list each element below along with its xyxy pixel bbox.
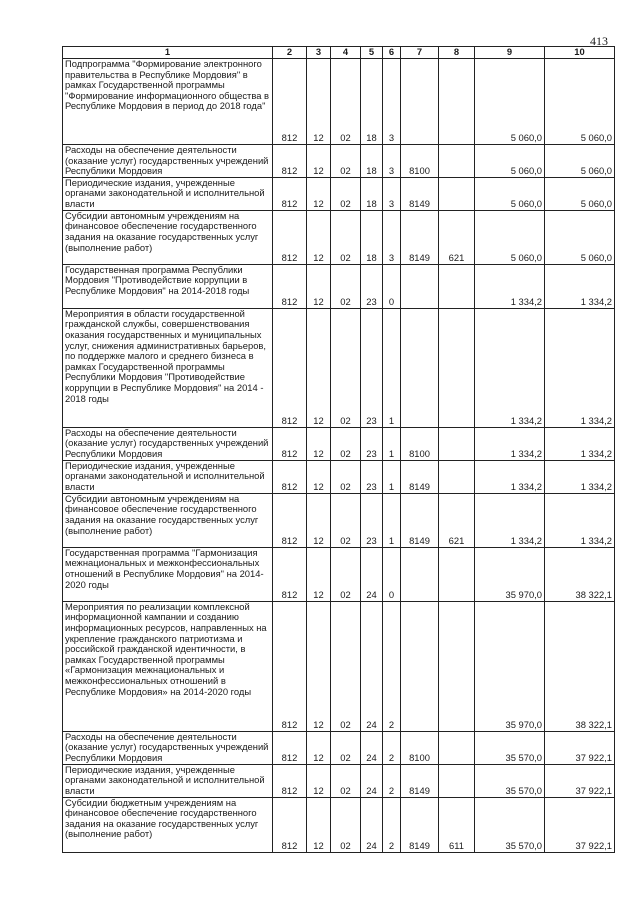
code-cell: 23: [361, 264, 383, 308]
code-cell: 12: [307, 797, 331, 852]
column-header: 8: [439, 47, 475, 59]
code-cell: 812: [273, 210, 307, 264]
code-cell: 0: [383, 264, 401, 308]
code-cell: 812: [273, 601, 307, 731]
column-header: 10: [545, 47, 615, 59]
code-cell: 2: [383, 764, 401, 797]
amount-2024-cell: 38 322,1: [545, 547, 615, 601]
code-cell: 02: [331, 427, 361, 460]
code-cell: 1: [383, 460, 401, 493]
code-cell: 02: [331, 493, 361, 547]
code-cell: 3: [383, 145, 401, 178]
code-cell: 12: [307, 59, 331, 145]
code-cell: 621: [439, 210, 475, 264]
code-cell: 02: [331, 145, 361, 178]
code-cell: 8149: [401, 210, 439, 264]
code-cell: 02: [331, 308, 361, 427]
code-cell: 24: [361, 601, 383, 731]
row-name-cell: Субсидии автономным учреждениям на финансовое обеспечение государственного задания на оказание государственных услуг (выполнение работ): [63, 210, 273, 264]
amount-2023-cell: 35 970,0: [475, 601, 545, 731]
amount-2023-cell: 1 334,2: [475, 427, 545, 460]
amount-2023-cell: 35 570,0: [475, 731, 545, 764]
table-row: [63, 427, 615, 460]
code-cell: 812: [273, 264, 307, 308]
code-cell: 3: [383, 210, 401, 264]
code-cell: 12: [307, 177, 331, 210]
code-cell: [401, 547, 439, 601]
code-cell: [439, 731, 475, 764]
code-cell: 12: [307, 731, 331, 764]
code-cell: [401, 308, 439, 427]
code-cell: 23: [361, 460, 383, 493]
code-cell: 812: [273, 764, 307, 797]
code-cell: [439, 145, 475, 178]
row-name-cell: Расходы на обеспечение деятельности (оказание услуг) государственных учреждений Республики Мордовия: [63, 731, 273, 764]
amount-2024-cell: 37 922,1: [545, 731, 615, 764]
code-cell: 812: [273, 145, 307, 178]
row-name-cell: Субсидии автономным учреждениям на финансовое обеспечение государственного задания на оказание государственных услуг (выполнение работ): [63, 493, 273, 547]
code-cell: 24: [361, 731, 383, 764]
amount-2024-cell: 5 060,0: [545, 145, 615, 178]
amount-2023-cell: 5 060,0: [475, 59, 545, 145]
code-cell: 18: [361, 145, 383, 178]
code-cell: 12: [307, 764, 331, 797]
code-cell: 02: [331, 460, 361, 493]
amount-2023-cell: 35 970,0: [475, 547, 545, 601]
row-name-cell: Мероприятия по реализации комплексной информационной кампании и созданию информационных ресурсов, направленных на укрепление гражданского патриотизма и российской гражданской идентичности, в рамках Государственной программы «Гармонизация межнациональных и межконфессиональных отношений в Республике Мордовия» на 2014-2020 годы: [63, 601, 273, 731]
code-cell: 812: [273, 177, 307, 210]
code-cell: 02: [331, 210, 361, 264]
row-name-cell: Государственная программа Республики Мордовия "Противодействие коррупции в Республике Мордовия" на 2014-2018 годы: [63, 264, 273, 308]
code-cell: [439, 264, 475, 308]
table-row: [63, 547, 615, 601]
amount-2023-cell: 1 334,2: [475, 460, 545, 493]
code-cell: 1: [383, 308, 401, 427]
code-cell: 02: [331, 797, 361, 852]
amount-2024-cell: 37 922,1: [545, 797, 615, 852]
amount-2024-cell: 1 334,2: [545, 460, 615, 493]
table-row: [63, 177, 615, 210]
code-cell: 12: [307, 145, 331, 178]
row-name-cell: Расходы на обеспечение деятельности (оказание услуг) государственных учреждений Республики Мордовия: [63, 427, 273, 460]
amount-2024-cell: 5 060,0: [545, 59, 615, 145]
code-cell: 611: [439, 797, 475, 852]
amount-2024-cell: 1 334,2: [545, 493, 615, 547]
row-name-cell: Периодические издания, учрежденные органами законодательной и исполнительной власти: [63, 177, 273, 210]
code-cell: 0: [383, 547, 401, 601]
row-name-cell: Субсидии бюджетным учреждениям на финансовое обеспечение государственного задания на оказание государственных услуг (выполнение работ): [63, 797, 273, 852]
code-cell: 812: [273, 547, 307, 601]
table-row: [63, 601, 615, 731]
code-cell: 8100: [401, 731, 439, 764]
code-cell: [401, 59, 439, 145]
table-row: [63, 210, 615, 264]
amount-2024-cell: 1 334,2: [545, 308, 615, 427]
code-cell: 23: [361, 493, 383, 547]
code-cell: 2: [383, 731, 401, 764]
column-header: 2: [273, 47, 307, 59]
row-name-cell: Государственная программа "Гармонизация межнациональных и межконфессиональных отношений в Республике Мордовия" на 2014-2020 годы: [63, 547, 273, 601]
code-cell: 12: [307, 601, 331, 731]
code-cell: 12: [307, 308, 331, 427]
table-row: [63, 59, 615, 145]
page-number: 413: [590, 34, 608, 48]
code-cell: [401, 264, 439, 308]
code-cell: 3: [383, 59, 401, 145]
code-cell: 12: [307, 460, 331, 493]
code-cell: [439, 59, 475, 145]
code-cell: 812: [273, 460, 307, 493]
code-cell: [439, 460, 475, 493]
code-cell: 8149: [401, 460, 439, 493]
code-cell: 02: [331, 764, 361, 797]
code-cell: 8149: [401, 797, 439, 852]
table-row: [63, 460, 615, 493]
row-name-cell: Периодические издания, учрежденные органами законодательной и исполнительной власти: [63, 460, 273, 493]
code-cell: 812: [273, 308, 307, 427]
table-row: [63, 797, 615, 852]
code-cell: 18: [361, 59, 383, 145]
amount-2024-cell: 1 334,2: [545, 264, 615, 308]
amount-2024-cell: 5 060,0: [545, 177, 615, 210]
code-cell: 2: [383, 601, 401, 731]
code-cell: [439, 601, 475, 731]
code-cell: 18: [361, 177, 383, 210]
code-cell: 812: [273, 493, 307, 547]
amount-2024-cell: 1 334,2: [545, 427, 615, 460]
table-body: [63, 59, 615, 853]
code-cell: 02: [331, 177, 361, 210]
amount-2023-cell: 1 334,2: [475, 308, 545, 427]
code-cell: 12: [307, 427, 331, 460]
row-name-cell: Периодические издания, учрежденные органами законодательной и исполнительной власти: [63, 764, 273, 797]
amount-2024-cell: 38 322,1: [545, 601, 615, 731]
table-row: [63, 145, 615, 178]
code-cell: 23: [361, 308, 383, 427]
code-cell: [439, 764, 475, 797]
code-cell: 12: [307, 264, 331, 308]
table-row: [63, 493, 615, 547]
code-cell: 8100: [401, 427, 439, 460]
code-cell: 23: [361, 427, 383, 460]
code-cell: [439, 547, 475, 601]
code-cell: 8100: [401, 145, 439, 178]
budget-table: [62, 46, 615, 853]
column-header: 1: [63, 47, 273, 59]
amount-2023-cell: 35 570,0: [475, 797, 545, 852]
column-header: 3: [307, 47, 331, 59]
amount-2023-cell: 5 060,0: [475, 177, 545, 210]
amount-2023-cell: 1 334,2: [475, 493, 545, 547]
column-header: 5: [361, 47, 383, 59]
code-cell: 12: [307, 547, 331, 601]
table-row: [63, 731, 615, 764]
code-cell: 8149: [401, 177, 439, 210]
amount-2023-cell: 1 334,2: [475, 264, 545, 308]
code-cell: 24: [361, 547, 383, 601]
code-cell: 812: [273, 427, 307, 460]
code-cell: 3: [383, 177, 401, 210]
table-row: [63, 308, 615, 427]
amount-2024-cell: 5 060,0: [545, 210, 615, 264]
code-cell: 24: [361, 797, 383, 852]
code-cell: 812: [273, 59, 307, 145]
code-cell: 1: [383, 427, 401, 460]
code-cell: 621: [439, 493, 475, 547]
code-cell: 02: [331, 547, 361, 601]
amount-2023-cell: 5 060,0: [475, 145, 545, 178]
code-cell: [439, 427, 475, 460]
row-name-cell: Расходы на обеспечение деятельности (оказание услуг) государственных учреждений Республики Мордовия: [63, 145, 273, 178]
column-header: 7: [401, 47, 439, 59]
code-cell: [439, 308, 475, 427]
code-cell: 1: [383, 493, 401, 547]
row-name-cell: Подпрограмма "Формирование электронного правительства в Республике Мордовия" в рамках Государственной программы "Формирование информационного общества в Республике Мордовия в период до 2018 года": [63, 59, 273, 145]
table-header-row: [63, 47, 615, 59]
column-header: 9: [475, 47, 545, 59]
code-cell: 12: [307, 210, 331, 264]
code-cell: 12: [307, 493, 331, 547]
code-cell: 02: [331, 731, 361, 764]
code-cell: 02: [331, 59, 361, 145]
column-header: 6: [383, 47, 401, 59]
code-cell: [439, 177, 475, 210]
amount-2024-cell: 37 922,1: [545, 764, 615, 797]
code-cell: 8149: [401, 764, 439, 797]
row-name-cell: Мероприятия в области государственной гражданской службы, совершенствования оказания государственных и муниципальных услуг, снижения административных барьеров, по поддержке малого и среднего бизнеса в рамках Государственной программы Республики Мордовия "Противодействие коррупции в Республике Мордовия" на 2014 - 2018 годы: [63, 308, 273, 427]
code-cell: 02: [331, 264, 361, 308]
table-row: [63, 764, 615, 797]
amount-2023-cell: 5 060,0: [475, 210, 545, 264]
code-cell: 812: [273, 731, 307, 764]
code-cell: 02: [331, 601, 361, 731]
code-cell: 2: [383, 797, 401, 852]
code-cell: 24: [361, 764, 383, 797]
column-header: 4: [331, 47, 361, 59]
amount-2023-cell: 35 570,0: [475, 764, 545, 797]
code-cell: 812: [273, 797, 307, 852]
code-cell: 8149: [401, 493, 439, 547]
table-row: [63, 264, 615, 308]
code-cell: [401, 601, 439, 731]
code-cell: 18: [361, 210, 383, 264]
